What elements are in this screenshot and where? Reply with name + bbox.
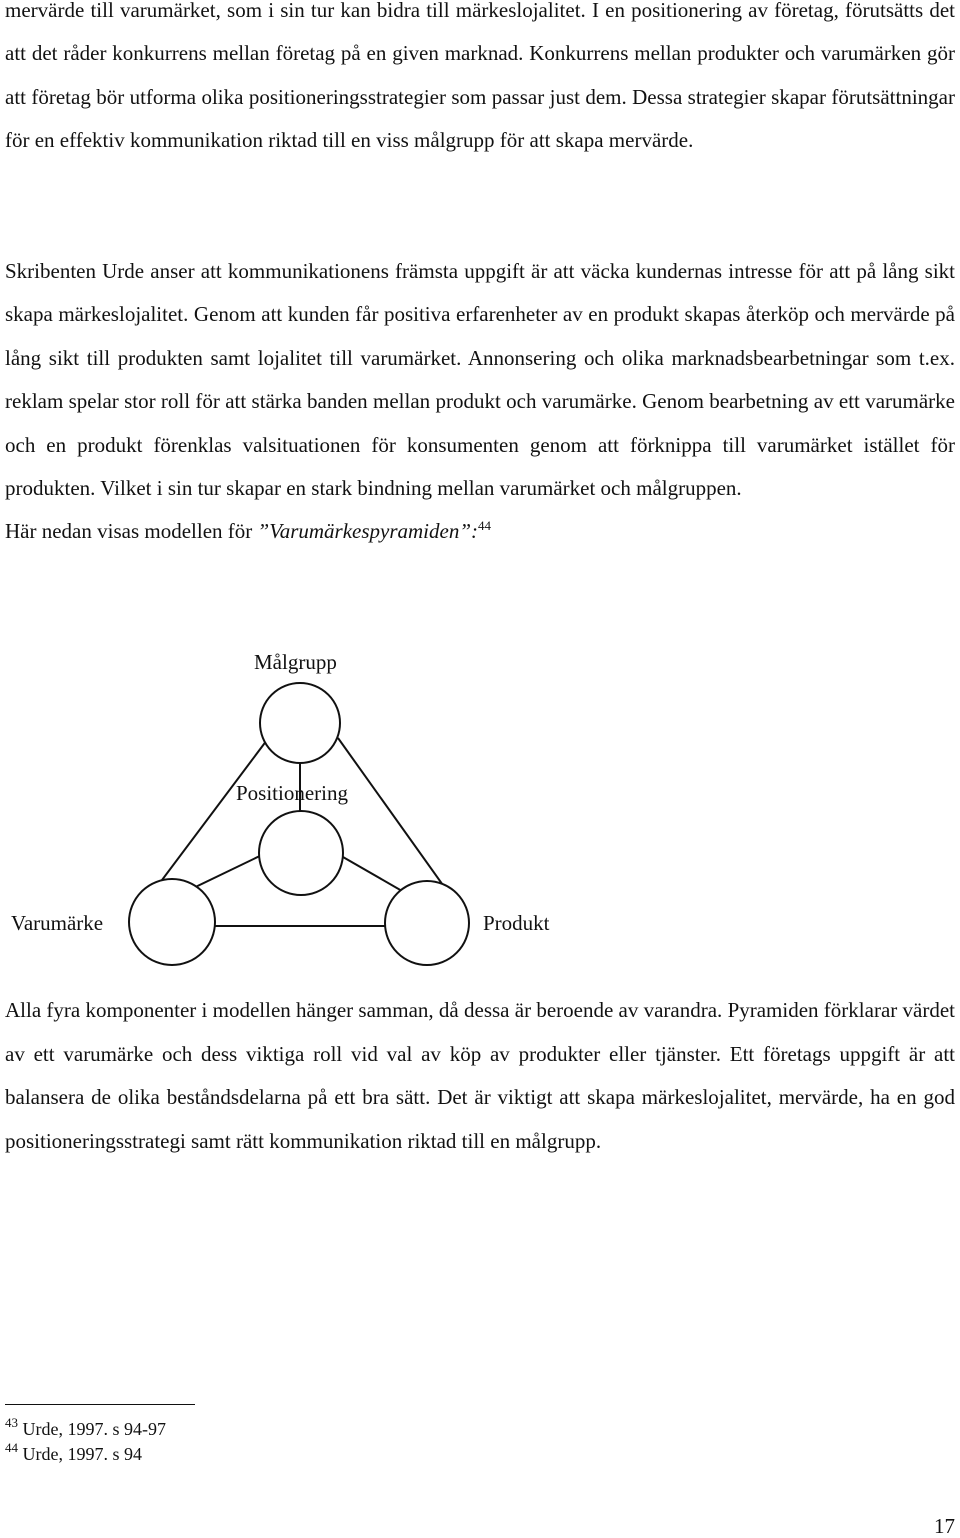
footnote-text: Urde, 1997. s 94-97: [22, 1419, 166, 1439]
diagram-label-malgrupp: Målgrupp: [254, 650, 337, 674]
diagram-label-varumarke: Varumärke: [11, 911, 104, 935]
connector-center-right: [336, 853, 409, 895]
node-right-circle: [385, 881, 469, 965]
paragraph-text: Skribenten Urde anser att kommunikationens främsta uppgift är att väcka kundernas intresse för att på lång sikt skapa märkeslojalitet. Genom att kunden får positiva erfarenheter av en produkt skapas återköp och mervärde på lång sikt till produkten samt lojalitet till varumärket. Annonsering och olika marknadsbearbetningar som t.ex. reklam spelar stor roll för att stärka banden mellan produkt och varumärke. Genom bearbetning av ett varumärke och en produkt förenklas valsituationen för konsumenten genom att förknippa till varumärket istället för produkten. Vilket i sin tur skapar en stark bindning mellan varumärket och målgruppen.: [5, 259, 955, 501]
footnote-text: Urde, 1997. s 94: [22, 1444, 142, 1464]
diagram-label-positionering: Positionering: [236, 781, 349, 805]
body-paragraph: mervärde till varumärket, som i sin tur kan bidra till märkeslojalitet. I en positionering av företag, förutsätts det att det råder konkurrens mellan företag på en given marknad. Konkurrens mellan produkter och varumärken gör att företag bör utforma olika positioneringsstrategier som passar just dem. Dessa strategier skapar förutsättningar för en effektiv kommunikation riktad till en viss målgrupp för att skapa mervärde.: [5, 0, 955, 153]
node-center-circle: [259, 811, 343, 895]
footnote: [5, 1440, 142, 1465]
connector-top-right: [338, 738, 455, 902]
body-paragraph: Alla fyra komponenter i modellen hänger samman, då dessa är beroende av varandra. Pyramiden förklarar värdet av ett varumärke och dess viktiga roll vid val av köp av produkter eller tjänster. Ett företags uppgift är att balansera de olika beståndsdelarna på ett bra sätt. Det är viktigt att skapa märkeslojalitet, mervärde, ha en god positioneringsstrategi samt rätt kommunikation riktad till en målgrupp.: [5, 998, 955, 1153]
footnote: [5, 1415, 166, 1440]
model-intro-text: Här nedan visas modellen för: [5, 519, 258, 544]
connector-top-left: [147, 736, 270, 900]
footnote-ref: 44: [478, 518, 492, 534]
node-top-circle: [260, 683, 340, 763]
footnote-number: 44: [5, 1440, 18, 1455]
page-number: 17: [934, 1514, 955, 1538]
model-name: ”Varumärkespyramiden”:: [257, 519, 479, 544]
node-left-circle: [129, 879, 215, 965]
footnote-separator: [5, 1404, 195, 1405]
footnote-number: 43: [5, 1415, 18, 1430]
diagram-label-produkt: Produkt: [483, 911, 550, 935]
